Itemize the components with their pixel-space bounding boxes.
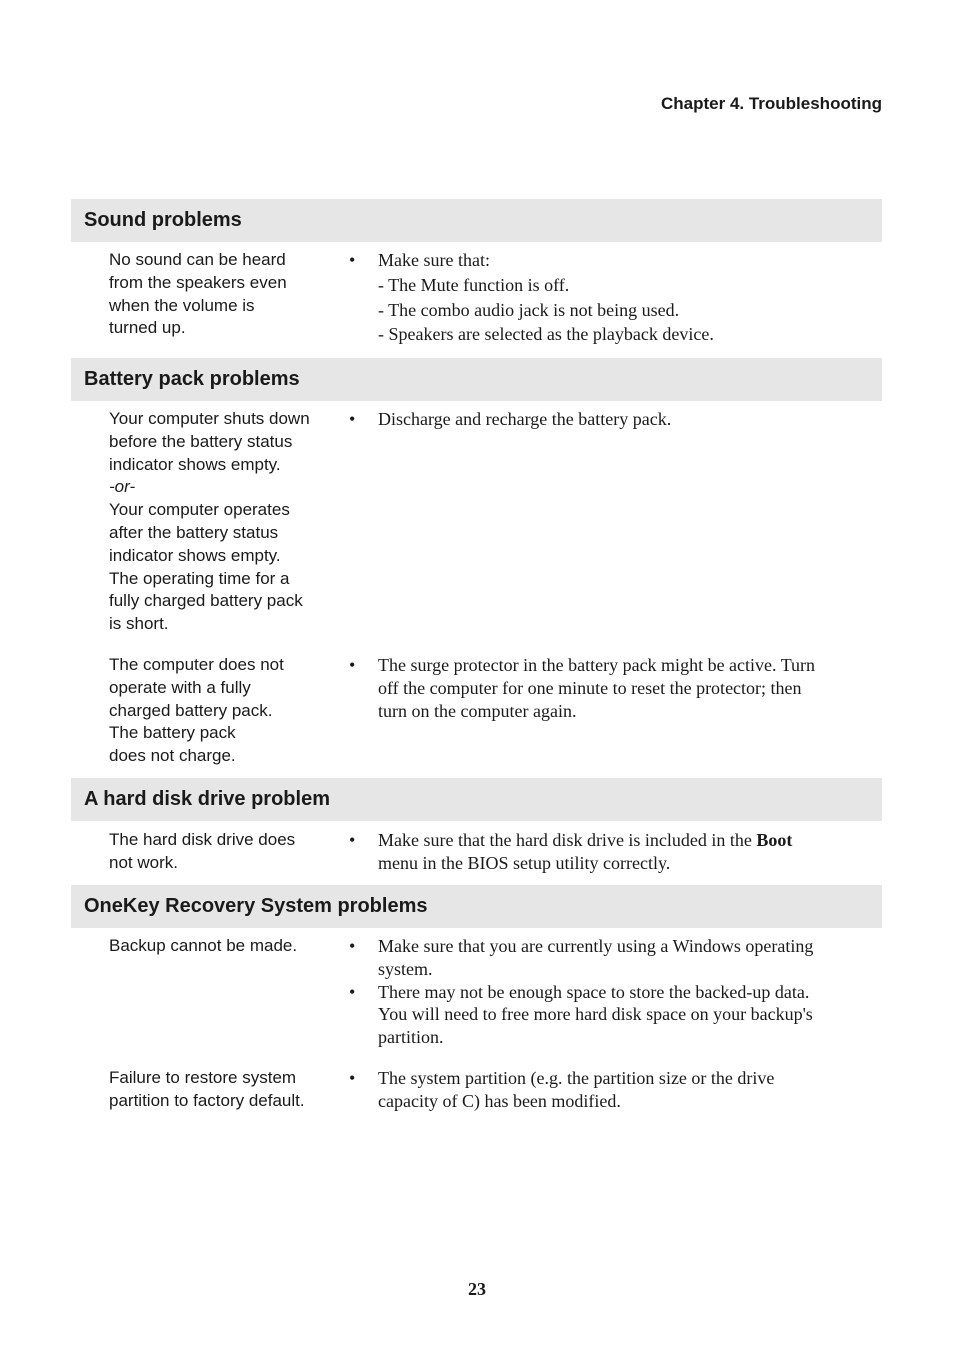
solution-bullet (345, 654, 870, 722)
solution-hdd (345, 829, 870, 875)
bullet-icon: • (349, 830, 356, 850)
solution-battery-shutdown (345, 408, 870, 431)
problem-hdd (109, 829, 334, 875)
problem-line: charged battery pack. (109, 700, 273, 720)
bullet-icon: • (349, 981, 356, 1002)
problem-or-separator: -or- (109, 477, 136, 497)
solution-line: There may not be enough space to store the backed-up data. (378, 981, 810, 1002)
solution-subitem: - The Mute function is off. (378, 274, 570, 295)
solution-subitem: - The combo audio jack is not being used. (378, 299, 680, 320)
problem-line: turned up. (109, 318, 186, 338)
solution-line: turn on the computer again. (378, 700, 577, 721)
solution-line: partition. (378, 1027, 444, 1048)
section-heading-hdd: A hard disk drive problem (71, 778, 882, 821)
solution-line: The system partition (e.g. the partition size or the drive (378, 1068, 775, 1088)
solution-bullet (345, 408, 870, 431)
problem-no-sound (109, 249, 334, 340)
solution-line: Make sure that you are currently using a Windows operating (378, 936, 814, 956)
problem-line: partition to factory default. (109, 1090, 305, 1110)
bullet-icon: • (349, 936, 356, 956)
solution-line: capacity of C) has been modified. (378, 1090, 621, 1111)
problem-line: before the battery status (109, 431, 293, 451)
bullet-icon: • (349, 655, 356, 675)
problem-line: from the speakers even (109, 272, 287, 292)
problem-line: operate with a fully (109, 677, 251, 697)
solution-text: Make sure that: (378, 250, 490, 270)
solution-text: Make sure that the hard disk drive is included in the (378, 830, 757, 850)
bullet-icon: • (349, 409, 356, 429)
solution-restore (345, 1067, 870, 1113)
solution-bullet (345, 1067, 870, 1113)
section-heading-sound: Sound problems (71, 199, 882, 242)
problem-line: fully charged battery pack (109, 591, 303, 611)
problem-battery-not-charge (109, 654, 334, 768)
menu-name-boot: Boot (756, 830, 793, 850)
problem-line: The hard disk drive does (109, 830, 296, 849)
problem-line: The battery pack (109, 723, 236, 743)
solution-bullet (345, 829, 870, 875)
solution-line (378, 829, 870, 852)
problem-line: not work. (109, 852, 178, 872)
solution-no-sound (345, 249, 870, 346)
solution-subitem: - Speakers are selected as the playback device. (378, 324, 714, 345)
solution-backup (345, 935, 870, 1049)
solution-bullet (345, 981, 870, 1049)
problem-line: does not charge. (109, 746, 236, 766)
solution-line: off the computer for one minute to reset the protector; then (378, 677, 802, 698)
problem-line: when the volume is (109, 295, 255, 315)
problem-line: Your computer operates (109, 500, 290, 520)
bullet-icon: • (349, 250, 356, 270)
solution-line: menu in the BIOS setup utility correctly. (378, 852, 671, 873)
solution-line: The surge protector in the battery pack might be active. Turn (378, 655, 816, 675)
problem-line: indicator shows empty. (109, 545, 281, 565)
problem-line: No sound can be heard (109, 250, 286, 269)
problem-line: The operating time for a (109, 568, 290, 588)
problem-restore (109, 1067, 334, 1113)
solution-bullet (345, 935, 870, 981)
solution-line: system. (378, 958, 433, 979)
section-heading-battery: Battery pack problems (71, 358, 882, 401)
problem-line: Failure to restore system (109, 1068, 297, 1087)
problem-line: after the battery status (109, 522, 279, 542)
problem-backup (109, 935, 334, 958)
solution-bullet (345, 249, 870, 346)
problem-line: indicator shows empty. (109, 454, 281, 474)
bullet-icon: • (349, 1068, 356, 1088)
problem-line: is short. (109, 614, 169, 634)
solution-battery-not-charge (345, 654, 870, 722)
problem-line: Your computer shuts down (109, 409, 310, 428)
problem-line: Backup cannot be made. (109, 936, 298, 955)
solution-line: You will need to free more hard disk space on your backup's (378, 1004, 813, 1025)
problem-battery-shutdown (109, 408, 334, 636)
section-heading-onekey: OneKey Recovery System problems (71, 885, 882, 928)
solution-text: Discharge and recharge the battery pack. (378, 409, 672, 429)
page-number: 23 (468, 1279, 486, 1299)
problem-line: The computer does not (109, 655, 284, 674)
chapter-header: Chapter 4. Troubleshooting (660, 94, 882, 113)
